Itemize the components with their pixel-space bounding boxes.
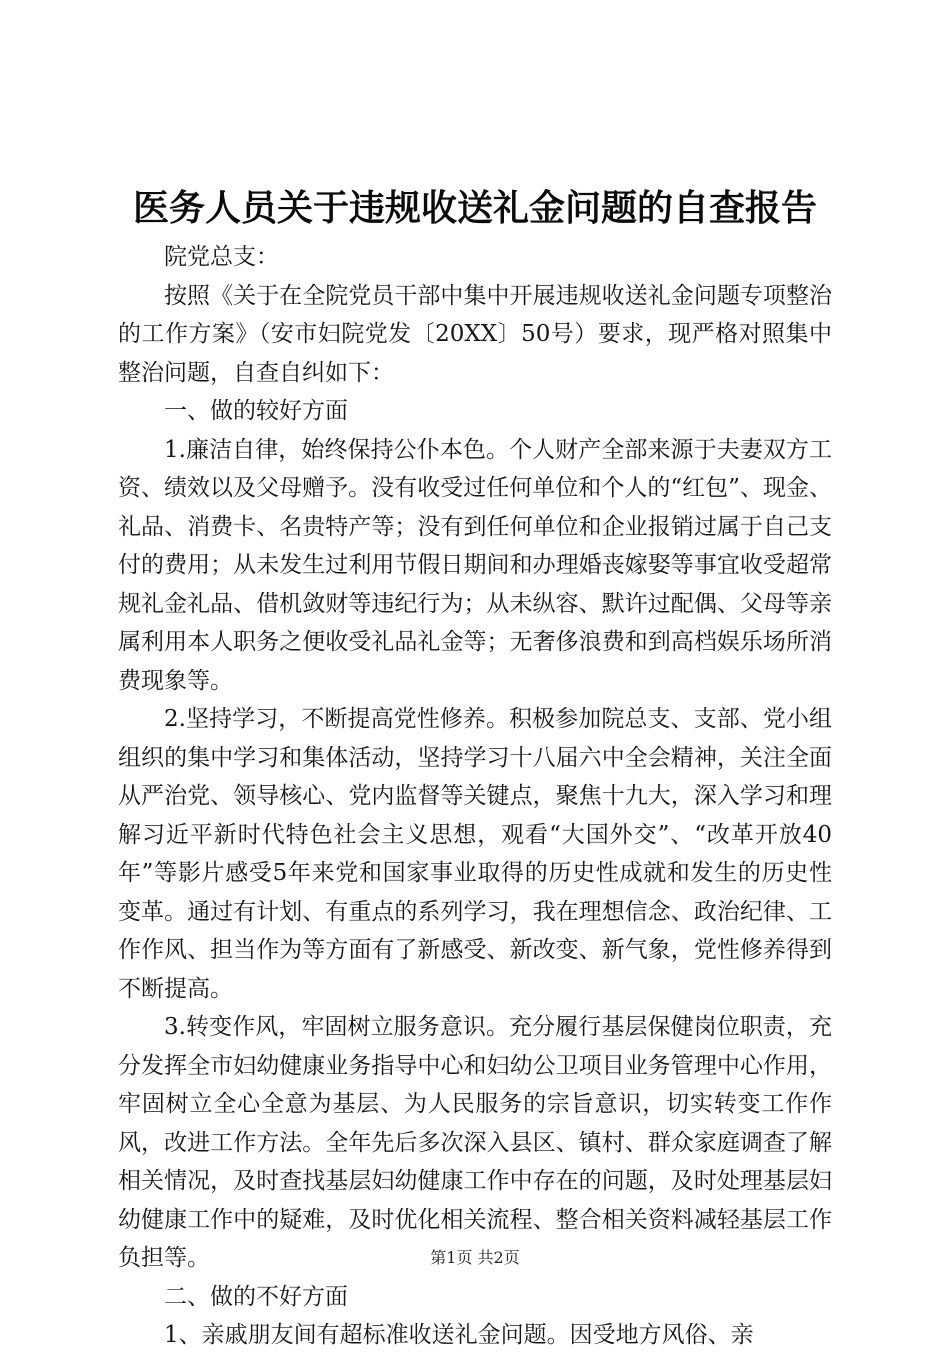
page-footer: 第1页 共2页 xyxy=(430,1248,520,1267)
document-title: 医务人员关于违规收送礼金问题的自查报告 xyxy=(132,187,817,229)
paragraph-item-3: 3.转变作风，牢固树立服务意识。充分履行基层保健岗位职责，充分发挥全市妇幼健康业务指导中心和妇幼公卫项目业务管理中心作用，牢固树立全心全意为基层、为人民服务的宗旨意识，切实转变工作作风，改进工作方法。全年先后多次深入县区、镇村、群众家庭调查了解相关情况，及时查找基层妇幼健康工作中存在的问题，及时处理基层妇幼健康工作中的疑难，及时优化相关流程、整合相关资料减轻基层工作负担等。 xyxy=(118,1014,832,1271)
section-heading-good: 一、做的较好方面 xyxy=(164,398,348,424)
salutation: 院党总支： xyxy=(164,244,279,270)
intro-paragraph: 按照《关于在全院党员干部中集中开展违规收送礼金问题专项整治的工作方案》（安市妇院党发〔20XX〕50号）要求，现严格对照集中整治问题，自查自纠如下： xyxy=(118,282,832,386)
section-heading-bad: 二、做的不好方面 xyxy=(164,1283,348,1310)
paragraph-item-1: 1.廉洁自律，始终保持公仆本色。个人财产全部来源于夫妻双方工资、绩效以及父母赠予。没有收受过任何单位和个人的“红包”、现金、礼品、消费卡、名贵特产等；没有到任何单位和企业报销过属于自己支付的费用；从未发生过利用节假日期间和办理婚丧嫁娶等事宜收受超常规礼金礼品、借机敛财等违纪行为；从未纵容、默许过配偶、父母等亲属利用本人职务之便收受礼品礼金等；无奢侈浪费和到高档娱乐场所消费现象等。 xyxy=(118,436,832,694)
paragraph-bad-item-1: 1、亲戚朋友间有超标准收送礼金问题。因受地方风俗、亲 xyxy=(164,1322,754,1348)
paragraph-item-2: 2.坚持学习，不断提高党性修养。积极参加院总支、支部、党小组组织的集中学习和集体活动，坚持学习十八届六中全会精神，关注全面从严治党、领导核心、党内监督等关键点，聚焦十九大，深入学习和理解习近平新时代特色社会主义思想，观看“大国外交”、“改革开放40年”等影片感受5年来党和国家事业取得的历史性成就和发生的历史性变革。通过有计划、有重点的系列学习，我在理想信念、政治纪律、工作作风、担当作为等方面有了新感受、新改变、新气象，党性修养得到不断提高。 xyxy=(118,706,832,1002)
